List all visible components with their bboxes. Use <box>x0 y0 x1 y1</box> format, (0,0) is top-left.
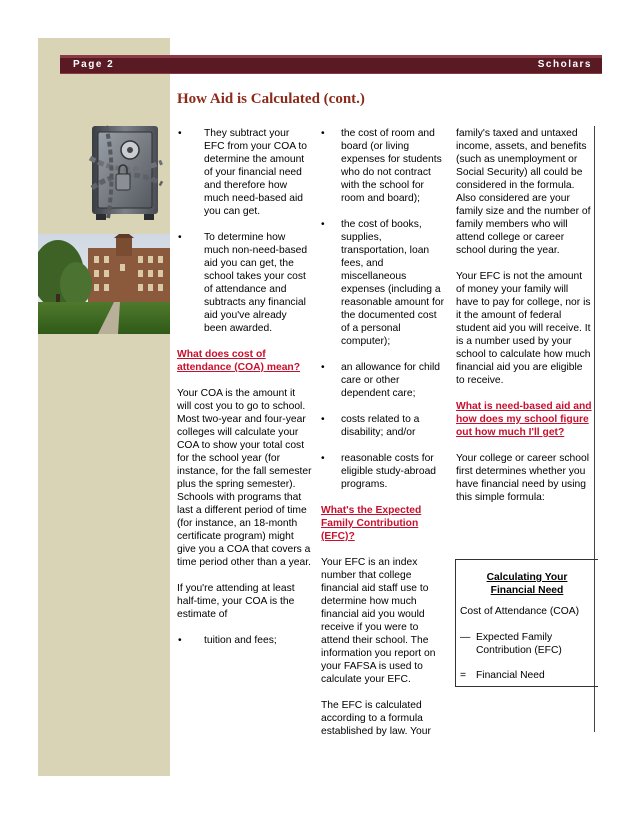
list-item: • To determine how much non-need-based aid you can get, the school takes your cost of attendance and subtracts any financial aid you've already been awarded. <box>178 232 308 334</box>
coa-bullet-list <box>177 127 312 335</box>
half-time-paragraph: If you're attending at least half-time, your COA is the estimate of <box>177 583 295 620</box>
formula-title: Calculating Your Financial Need <box>486 572 568 596</box>
formula-intro-paragraph: Your college or career school first determines whether you have financial need by using this simple formula: <box>456 453 589 503</box>
formula-result-line: Financial Need <box>476 670 545 681</box>
coa-subhead: What does cost of attendance (COA) mean? <box>177 349 301 373</box>
list-item: • an allowance for child care or other dependent care; <box>321 362 441 399</box>
header-bar <box>60 55 602 73</box>
family-income-paragraph: family's taxed and untaxed income, assets, and benefits (such as unemployment or Social Security) all could be considered in the formula. Also considered are your family size and the number of family members who will attend college or career school during the year. <box>456 128 591 256</box>
campus-photo <box>38 234 170 334</box>
financial-need-formula-box <box>455 559 598 687</box>
page-title: How Aid is Calculated (cont.) <box>177 91 365 107</box>
formula-efc-line: Expected Family Contribution (EFC) <box>476 632 562 656</box>
efc-subhead: What's the Expected Family Contribution (EFC)? <box>321 505 422 542</box>
efc-paragraph: Your EFC is an index number that college financial aid staff use to determine how much financial aid you would receive if you were to attend their school. The information you report on your FAFSA is used to calculate your EFC. <box>321 557 436 685</box>
list-item: • the cost of room and board (or living expenses for students who do not contract with the school for room and board); <box>321 128 442 204</box>
column-1 <box>177 127 312 660</box>
coa-components-list <box>177 634 312 647</box>
bullet-glyph: • <box>178 128 182 139</box>
bullet-glyph: • <box>321 414 325 425</box>
list-item: • the cost of books, supplies, transportation, loan fees, and miscellaneous expenses (including a reasonable amount for the documented cost of a personal computer); <box>321 219 445 347</box>
list-item: • They subtract your EFC from your COA to determine the amount of your financial need and therefore how much need-based aid you can get. <box>178 128 307 217</box>
list-item: • tuition and fees; <box>178 635 277 646</box>
bullet-glyph: • <box>178 232 182 243</box>
safe-photo <box>86 118 166 224</box>
formula-equals-symbol: = <box>460 670 467 681</box>
column-3 <box>456 127 592 517</box>
list-item: • costs related to a disability; and/or <box>321 414 420 438</box>
efc-not-paragraph: Your EFC is not the amount of money your family will have to pay for college, nor is it the amount of federal student aid you will receive. It is a number used by your school to calculate how much financial aid you are eligible to receive. <box>456 271 591 386</box>
formula-minus-symbol: — <box>460 632 471 643</box>
column-2 <box>321 127 448 751</box>
bullet-glyph: • <box>321 128 325 139</box>
bullet-glyph: • <box>321 453 325 464</box>
cost-bullet-list <box>321 127 448 491</box>
publication-name: Scholars <box>537 59 592 70</box>
bullet-glyph: • <box>321 362 325 373</box>
efc-formula-paragraph: The EFC is calculated according to a formula established by law. Your <box>321 700 431 737</box>
need-based-subhead: What is need-based aid and how does my school figure out how much I'll get? <box>456 401 592 438</box>
bullet-glyph: • <box>321 219 325 230</box>
bullet-glyph: • <box>178 635 182 646</box>
page-number: Page 2 <box>73 59 115 70</box>
header-divider <box>60 73 602 74</box>
list-item: • reasonable costs for eligible study-abroad programs. <box>321 453 437 490</box>
coa-paragraph: Your COA is the amount it will cost you to go to school. Most two-year and four-year colleges will calculate your COA to show your total cost for the school year (for instance, for the fall semester plus the spring semester). Schools with programs that last a different period of time (for instance, an 18-month certificate program) might give you a COA that covers a time period other than a year. <box>177 388 312 568</box>
formula-coa-line: Cost of Attendance (COA) <box>460 606 580 617</box>
